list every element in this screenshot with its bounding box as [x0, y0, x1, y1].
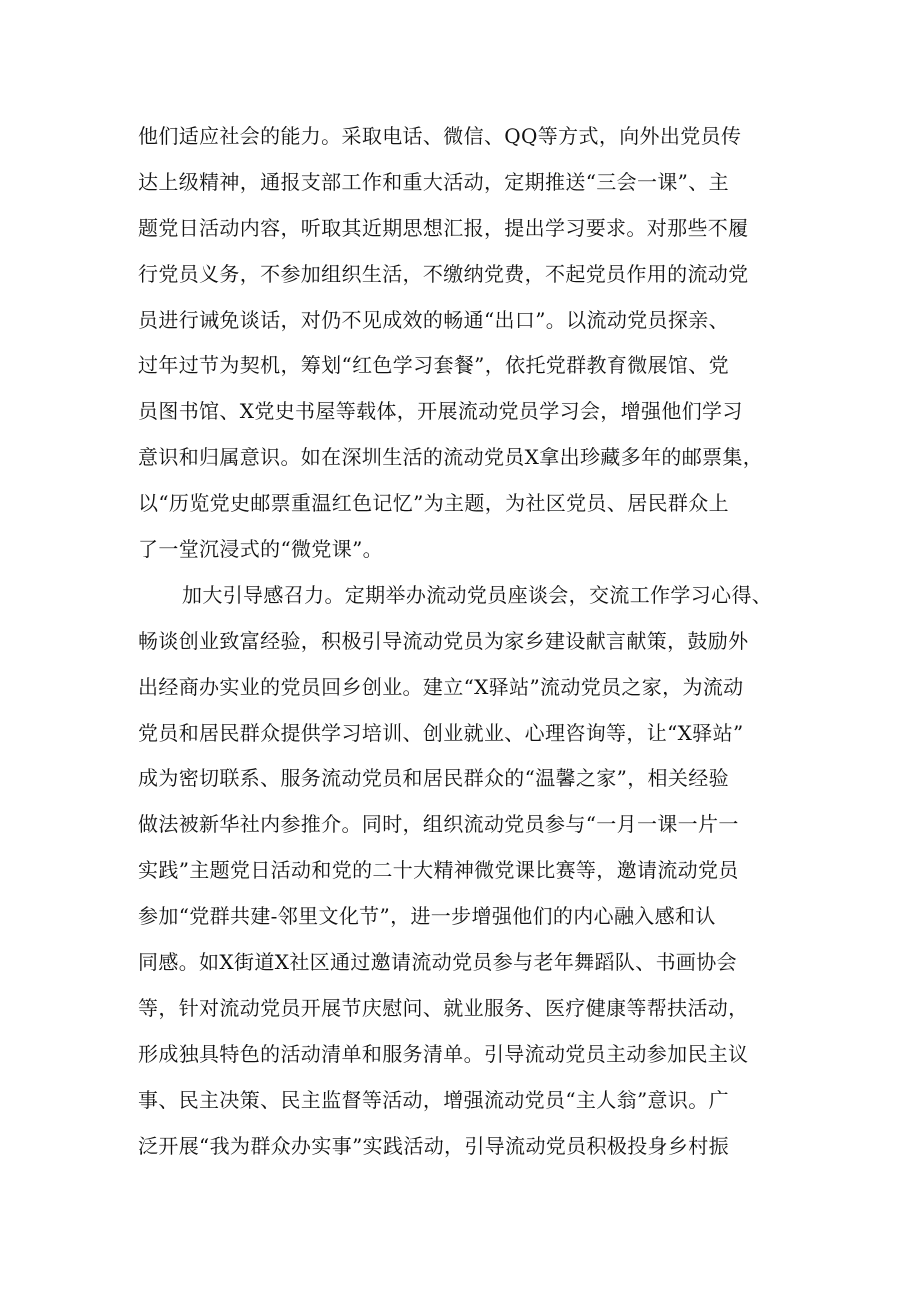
text-line: 同感。如X街道X社区通过邀请流动党员参与老年舞蹈队、书画协会: [138, 950, 737, 975]
text-line: 畅谈创业致富经验，积极引导流动党员为家乡建设献言献策，鼓励外: [138, 628, 749, 653]
text-line: 出经商办实业的党员回乡创业。建立“X驿站”流动党员之家，为流动: [138, 674, 744, 699]
text-line: 成为密切联系、服务流动党员和居民群众的“温馨之家”，相关经验: [138, 766, 729, 791]
text-line: 了一堂沉浸式的“微党课”。: [138, 537, 383, 562]
text-line: 以“历览党史邮票重温红色记忆”为主题，为社区党员、居民群众上: [138, 491, 729, 516]
text-line: 员进行诫免谈话，对仍不见成效的畅通“出口”。以流动党员探亲、: [138, 307, 729, 332]
text-line: 参加“党群共建-邻里文化节”，进一步增强他们的内心融入感和认: [138, 904, 716, 929]
paragraph-1: [138, 114, 784, 573]
text-line: 意识和归属意识。如在深圳生活的流动党员X拿出珍藏多年的邮票集，: [138, 445, 764, 470]
paragraph-2: [138, 573, 784, 1170]
text-line: 做法被新华社内参推介。同时，组织流动党员参与“一月一课一片一: [138, 812, 739, 837]
text-line: 形成独具特色的活动清单和服务清单。引导流动党员主动参加民主议: [138, 1041, 749, 1066]
text-line: 员图书馆、X党史书屋等载体，开展流动党员学习会，增强他们学习: [138, 399, 743, 424]
text-line: 他们适应社会的能力。采取电话、微信、QQ等方式，向外出党员传: [138, 124, 742, 148]
text-line: 泛开展“我为群众办实事”实践活动，引导流动党员积极投身乡村振: [138, 1133, 729, 1158]
text-line: 党员和居民群众提供学习培训、创业就业、心理咨询等，让“X驿站”: [138, 720, 744, 745]
text-line: 等，针对流动党员开展节庆慰问、就业服务、医疗健康等帮扶活动，: [138, 995, 749, 1020]
text-line: 过年过节为契机，筹划“红色学习套餐”，依托党群教育微展馆、党: [138, 353, 729, 378]
text-line: 题党日活动内容，听取其近期思想汇报，提出学习要求。对那些不履: [138, 215, 749, 240]
text-line-indented: 加大引导感召力。定期举办流动党员座谈会，交流工作学习心得、: [182, 582, 773, 607]
document-body: [138, 114, 784, 1169]
text-line: 达上级精神，通报支部工作和重大活动，定期推送“三会一课”、主: [138, 169, 729, 194]
text-line: 实践”主题党日活动和党的二十大精神微党课比赛等，邀请流动党员: [138, 858, 739, 883]
text-line: 行党员义务，不参加组织生活，不缴纳党费，不起党员作用的流动党: [138, 261, 749, 286]
text-line: 事、民主决策、民主监督等活动，增强流动党员“主人翁”意识。广: [138, 1087, 729, 1112]
